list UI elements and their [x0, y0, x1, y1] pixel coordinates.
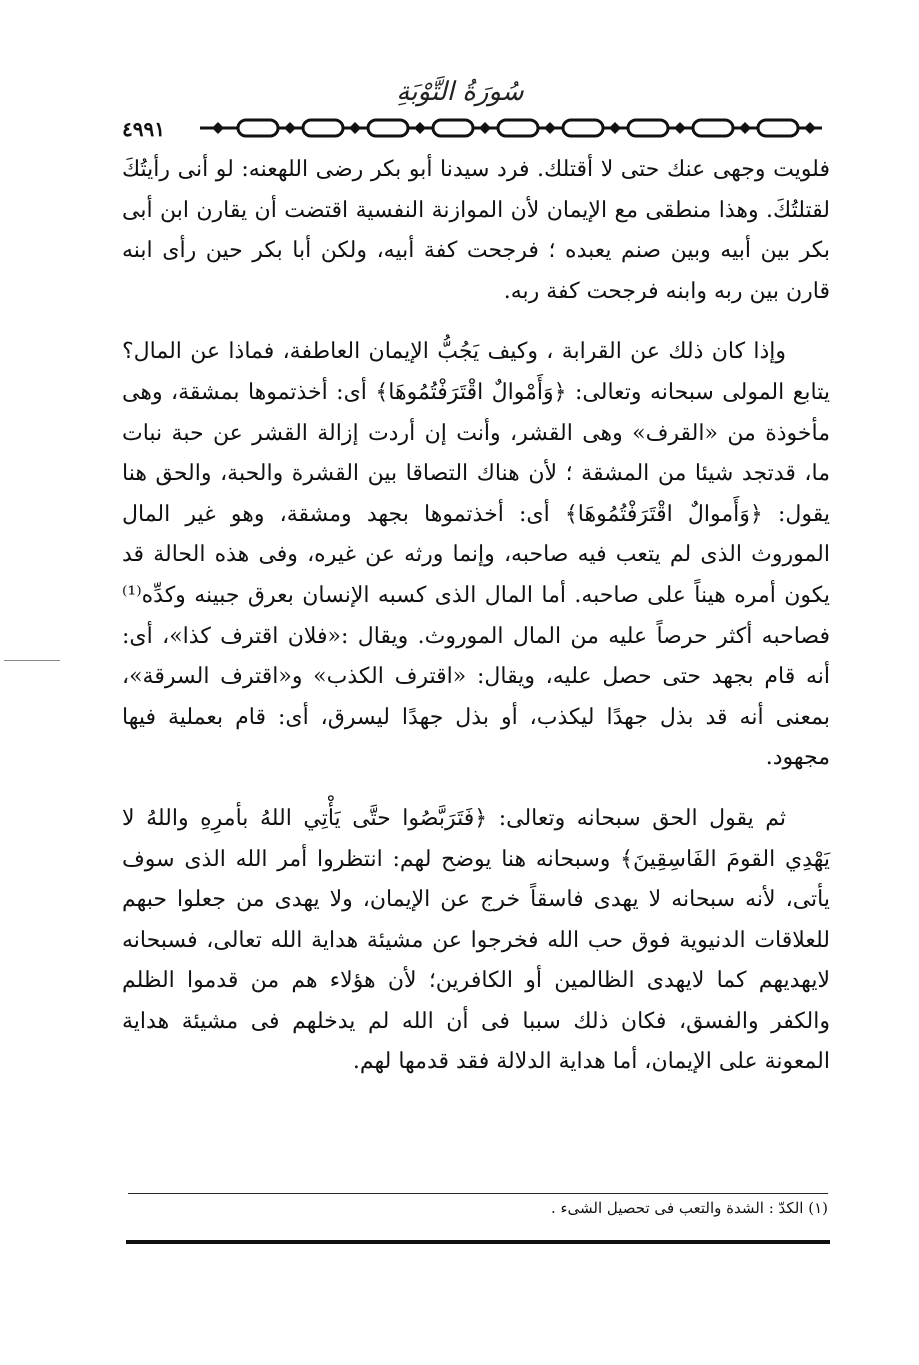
main-text [122, 150, 830, 1103]
paragraph-2: وإذا كان ذلك عن القرابة ، وكيف يَجُبُّ الإيمان العاطفة، فماذا عن المال؟ يتابع المولى سبحانه وتعالى: ﴿وَأَمْوالٌ اقْتَرَفْتُمُوهَا﴾ أى: أخذتموها بمشقة، وهى مأخوذة من «القرف» وهى القشر، وأنت إن أردت إزالة القشر عن حبة نبات ما، قدتجد شيئا من المشقة ؛ لأن هناك التصاقا بين القشرة والحبة، والحق هنا يقول: ﴿وَأَموالٌ اقْتَرَفْتُمُوهَا﴾ أى: أخذتموها بجهد ومشقة، وهو غير المال الموروث الذى لم يتعب فيه صاحبه، وإنما ورثه عن غيره، وفى هذه الحالة قد يكون أمره هيناً على صاحبه. أما المال الذى كسبه الإنسان بعرق جبينه وكدِّه⁽¹⁾ فصاحبه أكثر حرصاً عليه من المال الموروث. ويقال :«فلان اقترف كذا»، أى: أنه قام بجهد حتى حصل عليه، ويقال: «اقترف الكذب» و«اقترف السرقة»، بمعنى أنه قد بذل جهدًا ليكذب، أو بذل جهدًا ليسرق، أى: قام بعملية فيها مجهود. [122, 339, 830, 771]
surah-title: سُورَةُ التَّوْبَةِ [396, 77, 524, 107]
paragraph-3: ثم يقول الحق سبحانه وتعالى: ﴿فَتَرَبَّصُوا حتَّى يَأْتِي اللهُ بأمرِهِ واللهُ لا يَهْدِي القومَ الفَاسِقِينَ﴾ وسبحانه هنا يوضح لهم: انتظروا أمر الله الذى سوف يأتى، لأنه سبحانه لا يهدى فاسقاً خرج عن الإيمان، ولا يهدى من جعلوا حبهم للعلاقات الدنيوية فوق حب الله فخرجوا عن مشيئة هداية الله تعالى، فسبحانه لايهديهم كما لايهدى الظالمين أو الكافرين؛ لأن هؤلاء هم من قدموا الظلم والكفر والفسق، فكان ذلك سببا فى أن الله لم يدخلهم فى مشيئة هداية المعونة على الإيمان، أما هداية الدلالة فقد قدمها لهم. [122, 805, 830, 1075]
header-ornament-border [120, 114, 824, 142]
page-number: ٤٩٩١ [120, 116, 171, 142]
footnote: (١) الكدّ : الشدة والتعب فى تحصيل الشىء . [550, 1199, 828, 1217]
margin-mark [4, 660, 60, 661]
bottom-rule [126, 1240, 830, 1244]
paragraph-1: فلويت وجهى عنك حتى لا أقتلك. فرد سيدنا أبو بكر رضى اللهعنه: لو أنى رأيتُكَ لقتلتُكَ. وهذا منطقى مع الإيمان لأن الموازنة النفسية اقتضت أن يقارن ابن أبى بكر بين أبيه وبين صنم يعبده ؛ فرجحت كفة أبيه، ولكن أبا بكر حين رأى ابنه قارن بين ربه وابنه فرجحت كفة ربه. [122, 157, 830, 304]
page-header [0, 0, 919, 150]
footnote-separator [128, 1193, 828, 1194]
